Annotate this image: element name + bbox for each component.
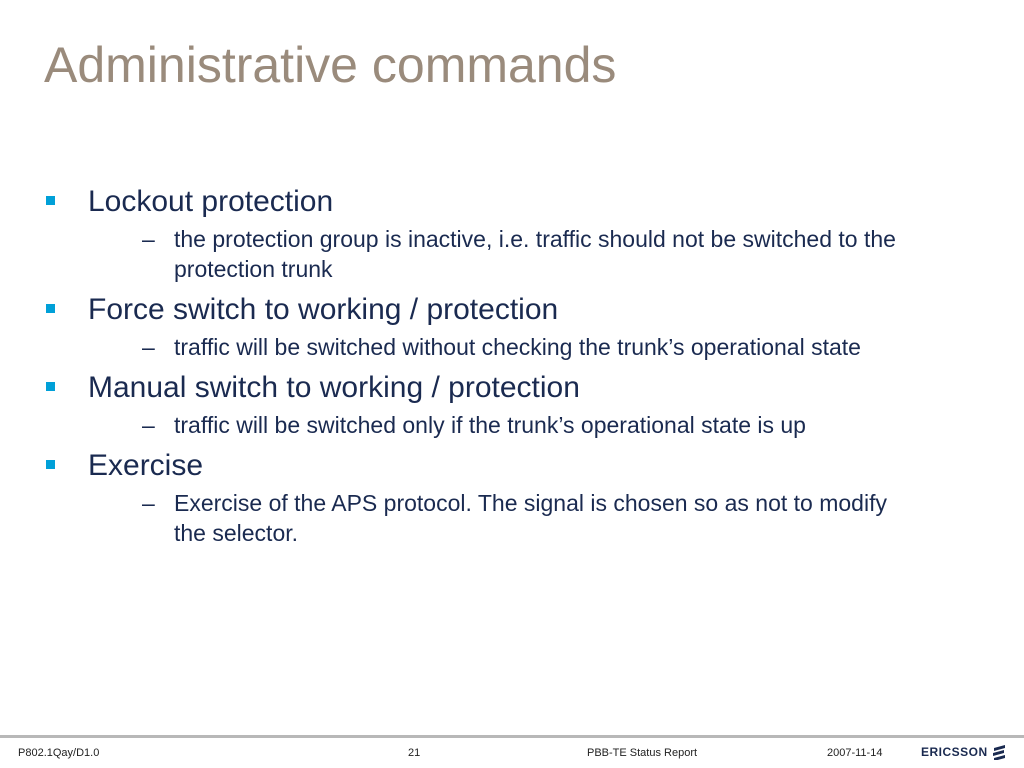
dash-icon: – — [142, 490, 155, 516]
sub-bullet — [142, 484, 924, 556]
footer-date: 2007-11-14 — [827, 747, 883, 759]
slide-title: Administrative commands — [44, 37, 617, 93]
bullet-item — [46, 370, 946, 448]
square-bullet-icon — [46, 304, 55, 313]
bullet-heading: Lockout protection — [88, 185, 334, 218]
footer-page-number: 21 — [408, 747, 421, 759]
square-bullet-icon — [46, 196, 55, 205]
bullet-heading-row — [46, 184, 946, 220]
bullet-item — [46, 448, 946, 556]
dash-icon: – — [142, 334, 155, 360]
sub-bullet-text: the protection group is inactive, i.e. traffic should not be switched to the protection trunk — [174, 226, 896, 282]
ericsson-logo-icon — [992, 744, 1006, 760]
bullet-heading: Manual switch to working / protection — [88, 371, 580, 404]
dash-icon: – — [142, 412, 155, 438]
sub-bullet — [142, 406, 924, 448]
square-bullet-icon — [46, 382, 55, 391]
sub-bullet — [142, 328, 924, 370]
ericsson-logo — [921, 743, 1006, 761]
bullet-heading-row — [46, 448, 946, 484]
sub-bullet — [142, 220, 924, 292]
sub-bullet-text: Exercise of the APS protocol. The signal is chosen so as not to modify the selector. — [174, 490, 887, 546]
footer-report-title: PBB-TE Status Report — [587, 747, 698, 759]
sub-bullet-text: traffic will be switched without checking the trunk’s operational state — [174, 334, 861, 360]
slide-content — [46, 184, 946, 556]
bullet-item — [46, 292, 946, 370]
dash-icon: – — [142, 226, 155, 252]
logo-wordmark: ERICSSON — [921, 745, 988, 759]
bullet-heading: Exercise — [88, 449, 204, 482]
square-bullet-icon — [46, 460, 55, 469]
footer-divider — [0, 735, 1024, 738]
sub-bullet-text: traffic will be switched only if the trunk’s operational state is up — [174, 412, 806, 438]
footer-doc-id: P802.1Qay/D1.0 — [18, 747, 100, 759]
bullet-heading: Force switch to working / protection — [88, 293, 559, 326]
bullet-heading-row — [46, 370, 946, 406]
bullet-heading-row — [46, 292, 946, 328]
bullet-item — [46, 184, 946, 292]
